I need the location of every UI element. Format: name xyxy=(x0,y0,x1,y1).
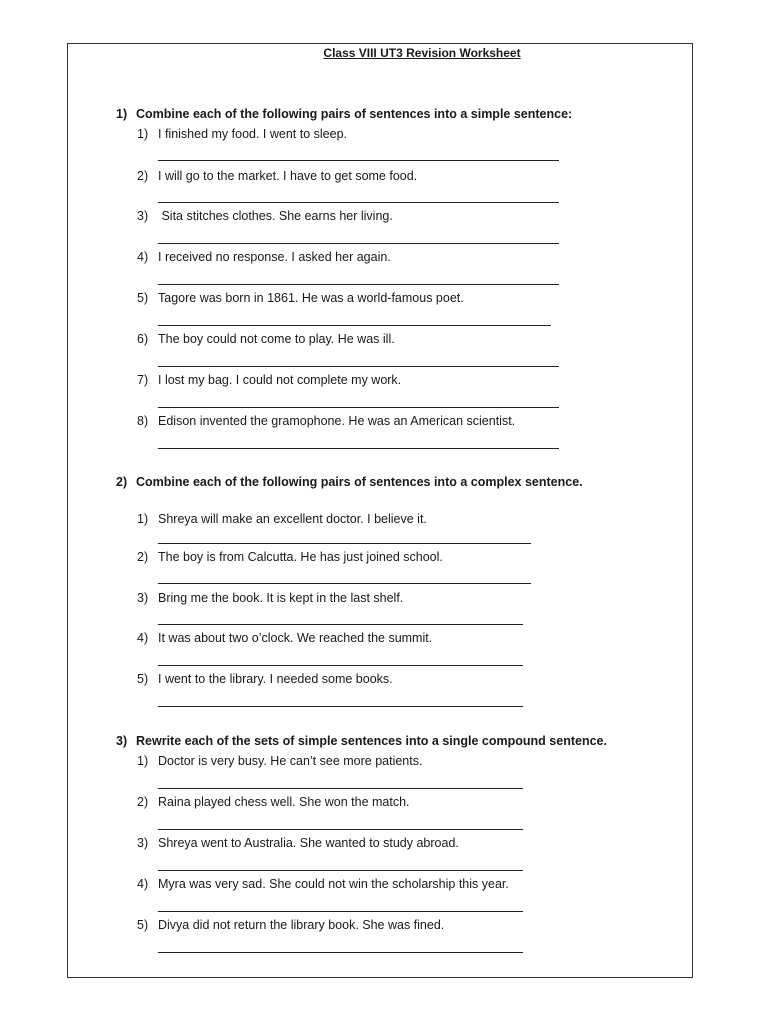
question-number: 4) xyxy=(137,631,149,645)
question-text: I lost my bag. I could not complete my work. xyxy=(158,373,402,387)
section-heading xyxy=(116,475,583,489)
answer-line[interactable] xyxy=(158,911,523,912)
question-number: 2) xyxy=(137,169,149,183)
answer-line[interactable] xyxy=(158,583,531,584)
answer-line[interactable] xyxy=(158,202,559,203)
question-item xyxy=(137,918,444,932)
section-instruction: Rewrite each of the sets of simple sentences into a single compound sentence. xyxy=(136,734,607,748)
question-number: 4) xyxy=(137,250,149,264)
question-item xyxy=(137,373,401,387)
question-text: Tagore was born in 1861. He was a world-famous poet. xyxy=(158,291,464,305)
answer-line[interactable] xyxy=(158,325,551,326)
question-item xyxy=(137,550,443,564)
section-heading xyxy=(116,734,607,748)
question-number: 2) xyxy=(137,550,149,564)
question-text: Shreya will make an excellent doctor. I believe it. xyxy=(158,512,427,526)
question-item xyxy=(137,836,459,850)
answer-line[interactable] xyxy=(158,788,523,789)
answer-line[interactable] xyxy=(158,448,559,449)
question-number: 3) xyxy=(137,591,149,605)
section-number: 1) xyxy=(116,107,128,121)
answer-line[interactable] xyxy=(158,284,559,285)
question-item xyxy=(137,672,393,686)
question-item xyxy=(137,209,393,223)
question-item xyxy=(137,250,391,264)
question-text: Myra was very sad. She could not win the scholarship this year. xyxy=(158,877,509,891)
question-text: I finished my food. I went to sleep. xyxy=(158,127,347,141)
question-number: 5) xyxy=(137,291,149,305)
answer-line[interactable] xyxy=(158,543,531,544)
question-number: 1) xyxy=(137,754,149,768)
section-number: 2) xyxy=(116,475,128,489)
question-text: The boy is from Calcutta. He has just joined school. xyxy=(158,550,443,564)
question-number: 3) xyxy=(137,836,149,850)
question-text: I received no response. I asked her again. xyxy=(158,250,391,264)
question-text: Divya did not return the library book. She was fined. xyxy=(158,918,445,932)
question-item xyxy=(137,414,515,428)
answer-line[interactable] xyxy=(158,407,559,408)
answer-line[interactable] xyxy=(158,952,523,953)
question-text: Raina played chess well. She won the match. xyxy=(158,795,410,809)
answer-line[interactable] xyxy=(158,243,559,244)
answer-line[interactable] xyxy=(158,870,523,871)
question-number: 2) xyxy=(137,795,149,809)
question-item xyxy=(137,591,403,605)
question-number: 4) xyxy=(137,877,149,891)
section-instruction: Combine each of the following pairs of sentences into a simple sentence: xyxy=(136,107,573,121)
question-number: 3) xyxy=(137,209,149,223)
answer-line[interactable] xyxy=(158,160,559,161)
section-number: 3) xyxy=(116,734,128,748)
section-heading xyxy=(116,107,572,121)
answer-line[interactable] xyxy=(158,665,523,666)
question-number: 5) xyxy=(137,672,149,686)
question-number: 1) xyxy=(137,127,149,141)
question-text: Shreya went to Australia. She wanted to study abroad. xyxy=(158,836,459,850)
question-item xyxy=(137,631,432,645)
question-item xyxy=(137,795,410,809)
question-item xyxy=(137,332,395,346)
answer-line[interactable] xyxy=(158,706,523,707)
question-item xyxy=(137,512,427,526)
question-text: Bring me the book. It is kept in the last shelf. xyxy=(158,591,404,605)
question-item xyxy=(137,754,422,768)
question-number: 8) xyxy=(137,414,149,428)
question-text: I went to the library. I needed some books. xyxy=(158,672,393,686)
question-text: It was about two o’clock. We reached the summit. xyxy=(158,631,433,645)
question-number: 5) xyxy=(137,918,149,932)
question-text: Doctor is very busy. He can’t see more patients. xyxy=(158,754,423,768)
question-item xyxy=(137,169,417,183)
answer-line[interactable] xyxy=(158,829,523,830)
question-text: Edison invented the gramophone. He was an American scientist. xyxy=(158,414,516,428)
worksheet-title: Class VIII UT3 Revision Worksheet xyxy=(323,46,521,60)
question-text: I will go to the market. I have to get some food. xyxy=(158,169,418,183)
question-item xyxy=(137,877,509,891)
question-item xyxy=(137,127,347,141)
question-number: 6) xyxy=(137,332,149,346)
question-text: The boy could not come to play. He was ill. xyxy=(158,332,395,346)
answer-line[interactable] xyxy=(158,624,523,625)
section-instruction: Combine each of the following pairs of sentences into a complex sentence. xyxy=(136,475,583,489)
question-text: Sita stitches clothes. She earns her living. xyxy=(158,209,393,223)
question-number: 7) xyxy=(137,373,149,387)
question-number: 1) xyxy=(137,512,149,526)
answer-line[interactable] xyxy=(158,366,559,367)
question-item xyxy=(137,291,464,305)
